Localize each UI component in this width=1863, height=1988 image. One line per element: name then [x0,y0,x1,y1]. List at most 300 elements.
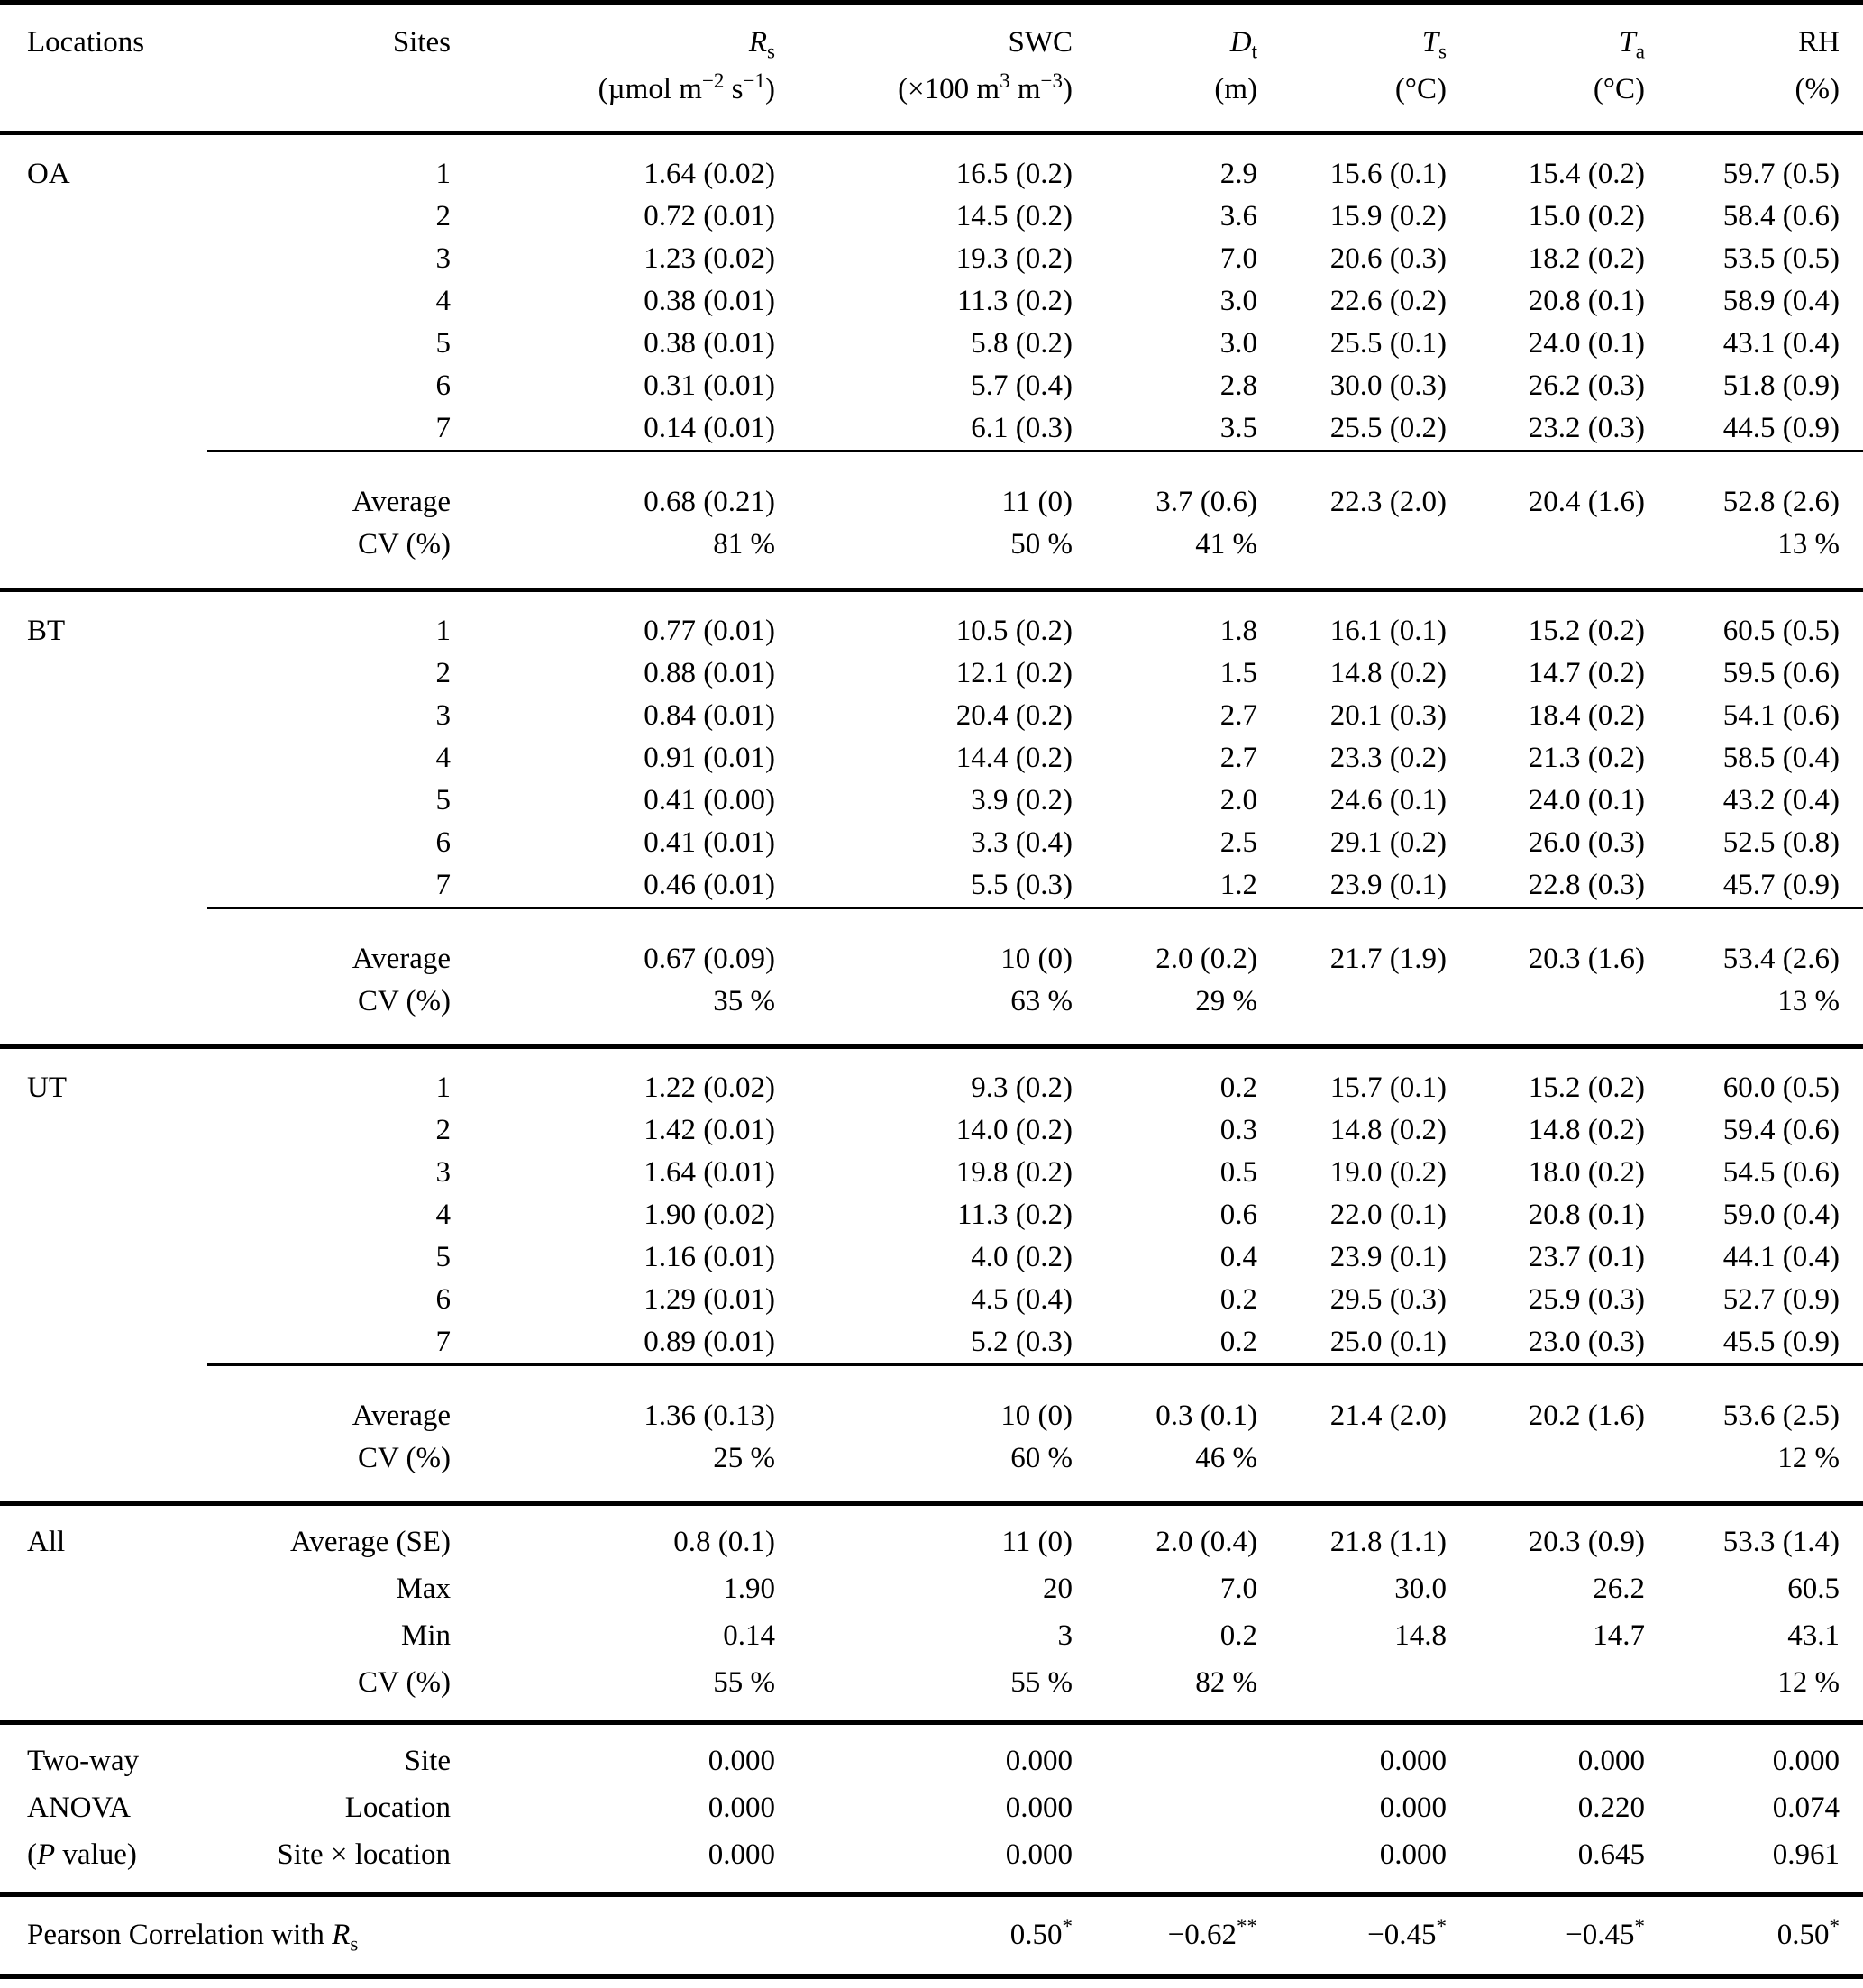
cell-ta: 23.0 (0.3) [1528,1326,1645,1358]
cell-swc: 10 (0) [775,908,1073,981]
header-ta [1447,3,1645,133]
cell-ta: 20.8 (0.1) [1528,1199,1645,1231]
cell-rh: 58.4 (0.6) [1722,200,1840,233]
cell-rh: 54.1 (0.6) [1722,699,1840,732]
stat-label: CV (%) [358,1666,451,1699]
cell-ts: 21.4 (2.0) [1257,1365,1447,1438]
site-row [0,196,1863,238]
cell-rs: 1.90 (0.02) [644,1199,775,1231]
cell-sites: 4 [435,742,451,774]
header-line1: $T_a$ [1619,26,1645,63]
cell-rs: 0.14 (0.01) [644,412,775,444]
cell-locations [0,1612,207,1659]
cell-ta: 26.0 (0.3) [1528,826,1645,859]
cell-ts: 20.6 (0.3) [1329,242,1447,275]
cell-ta: 24.0 (0.1) [1528,327,1645,360]
cell-dt [1073,1723,1257,1785]
cell-rh: 51.8 (0.9) [1722,369,1840,402]
cell-swc: 9.3 (0.2) [971,1072,1073,1104]
cell-ta [1447,1437,1645,1504]
cell-rh: 53.3 (1.4) [1722,1526,1840,1558]
cell-swc: 10.5 (0.2) [955,615,1073,647]
cell-ta: 15.2 (0.2) [1528,615,1645,647]
cell-sites: 1 [435,1072,451,1104]
cell-ta: 22.8 (0.3) [1528,869,1645,901]
cell-ta [1447,524,1645,590]
summary-label: Average [207,908,451,981]
cell-ta: 14.7 (0.2) [1528,657,1645,689]
cell-dt: 0.6 [1219,1199,1257,1231]
cell-dt: 41 % [1195,528,1257,561]
cell-swc: 14.5 (0.2) [955,200,1073,233]
cell-locations [0,451,207,524]
header-row [0,3,1863,133]
cell-rs: 0.46 (0.01) [644,869,775,901]
average-row [0,908,1863,981]
header-line2 [27,66,207,113]
cell-dt: 0.2 [1219,1283,1257,1316]
cell-swc: 4.5 (0.4) [971,1283,1073,1316]
cell-rh: 53.5 (0.5) [1722,242,1840,275]
pearson-value-swc: 0.50* [1009,1915,1073,1951]
cell-swc: 55 % [1010,1666,1073,1699]
average-row [0,1365,1863,1438]
cell-ts [1257,524,1447,590]
cell-rs: 0.38 (0.01) [644,285,775,317]
cell-rh: 43.1 [1787,1619,1840,1652]
cell-ta: 18.4 (0.2) [1528,699,1645,732]
pearson-value-rh: 0.50* [1776,1915,1840,1951]
cell-dt [1073,1784,1257,1831]
cell-swc: 19.8 (0.2) [955,1156,1073,1189]
cell-dt: 0.2 [1219,1072,1257,1104]
cell-dt: 29 % [1195,985,1257,1017]
cell-rh: 59.0 (0.4) [1722,1199,1840,1231]
site-row [0,1194,1863,1236]
average-row [0,451,1863,524]
site-row [0,238,1863,280]
cell-ts: 21.8 (1.1) [1329,1526,1447,1558]
header-line1: $R_s$ [748,26,775,63]
site-row [0,590,1863,653]
header-locations [0,3,207,133]
all-row [0,1504,1863,1566]
cell-ts: 30.0 (0.3) [1329,369,1447,402]
cell-rh: 59.5 (0.6) [1722,657,1840,689]
cell-sites: 4 [435,285,451,317]
cell-sites: 2 [435,657,451,689]
cell-locations [0,1109,207,1152]
cell-rh: 58.5 (0.4) [1722,742,1840,774]
cell-swc: 16.5 (0.2) [955,158,1073,190]
cell-ta: 20.8 (0.1) [1528,285,1645,317]
cell-rh: 52.5 (0.8) [1722,826,1840,859]
cell-ta: 15.4 (0.2) [1528,158,1645,190]
cell-ts: 0.000 [1379,1792,1447,1824]
site-row [0,780,1863,822]
cell-swc: 50 % [1010,528,1073,561]
location-block-UT [0,1047,1863,1504]
table-header [0,3,1863,133]
cell-ta: 20.3 (1.6) [1447,908,1645,981]
cell-dt: 3.0 [1219,285,1257,317]
header-dt [1073,3,1257,133]
cell-dt: 0.4 [1219,1241,1257,1273]
header-ts [1257,3,1447,133]
header-line2: (×100 $m^3$ $m^{-3}$) [898,69,1073,105]
pearson-value-ts: −0.45* [1367,1915,1447,1951]
cell-swc: 5.2 (0.3) [971,1326,1073,1358]
cell-sites: 1 [435,158,451,190]
cell-locations [0,1659,207,1723]
cell-rh: 44.5 (0.9) [1722,412,1840,444]
cell-locations [0,980,207,1047]
cell-swc: 5.5 (0.3) [971,869,1073,901]
cell-ta: 0.000 [1577,1745,1645,1777]
site-row [0,133,1863,196]
cell-locations [0,1321,207,1365]
site-row [0,822,1863,864]
summary-label: CV (%) [358,1442,451,1474]
cell-swc: 3 [1057,1619,1073,1652]
cell-locations [0,1152,207,1194]
cell-rh: 60.5 (0.5) [1722,615,1840,647]
location-label: UT [27,1072,67,1104]
location-label: OA [27,158,70,190]
cell-ta: 14.7 [1593,1619,1645,1652]
cell-ta: 20.3 (0.9) [1528,1526,1645,1558]
location-block-BT [0,590,1863,1047]
cell-rs: 0.41 (0.01) [644,826,775,859]
cell-swc: 11.3 (0.2) [956,1199,1073,1231]
cell-dt: 7.0 [1219,1573,1257,1605]
cell-dt: 2.8 [1219,369,1257,402]
cell-rs: 0.8 (0.1) [673,1526,775,1558]
site-row [0,1279,1863,1321]
cv-row [0,524,1863,590]
cell-locations [0,524,207,590]
cell-ts: 15.7 (0.1) [1329,1072,1447,1104]
location-label: All [27,1526,66,1558]
cell-rh: 58.9 (0.4) [1722,285,1840,317]
anova-row [0,1784,1863,1831]
cell-rs: 1.64 (0.01) [644,1156,775,1189]
cell-ta: 18.0 (0.2) [1528,1156,1645,1189]
cell-rh: 45.5 (0.9) [1722,1326,1840,1358]
cell-rh: 54.5 (0.6) [1722,1156,1840,1189]
cell-sites: 6 [435,1283,451,1316]
cell-locations [0,737,207,780]
cell-sites: 2 [435,200,451,233]
cell-rs: 1.36 (0.13) [451,1365,775,1438]
cell-locations [0,323,207,365]
summary-label: Average [207,451,451,524]
cell-ts: 22.0 (0.1) [1329,1199,1447,1231]
cell-ta: 21.3 (0.2) [1528,742,1645,774]
cell-rs: 1.42 (0.01) [644,1114,775,1146]
cell-swc: 20 [1043,1573,1073,1605]
cell-swc: 5.7 (0.4) [971,369,1073,402]
cell-sites: 3 [435,699,451,732]
anova-heading: Two-way [27,1745,140,1777]
cell-locations [0,864,207,908]
cell-rs: 55 % [713,1666,775,1699]
cell-sites: 3 [435,1156,451,1189]
cell-ts: 23.9 (0.1) [1329,869,1447,901]
cell-ts [1257,1659,1447,1723]
cell-dt: 2.7 [1219,742,1257,774]
cell-rh: 53.6 (2.5) [1645,1365,1863,1438]
header-sites [207,3,451,133]
cell-dt: 0.3 (0.1) [1073,1365,1257,1438]
all-row [0,1612,1863,1659]
location-block-OA [0,133,1863,590]
cell-rh: 52.8 (2.6) [1645,451,1863,524]
cell-ts: 0.000 [1379,1838,1447,1871]
cell-locations [0,1365,207,1438]
cell-dt: 3.5 [1219,412,1257,444]
anova-factor-label: Location [344,1792,451,1824]
anova-factor-label: Site × location [277,1838,451,1871]
cell-ta: 0.220 [1577,1792,1645,1824]
cell-dt: 2.0 (0.4) [1155,1526,1257,1558]
site-row [0,1109,1863,1152]
cell-rh: 12 % [1777,1442,1840,1474]
summary-label: CV (%) [358,985,451,1017]
cell-swc: 19.3 (0.2) [955,242,1073,275]
cell-locations [0,822,207,864]
cell-rh: 13 % [1777,985,1840,1017]
cell-ts: 20.1 (0.3) [1329,699,1447,732]
site-row [0,652,1863,695]
cell-rs: 0.14 [723,1619,775,1652]
cell-ts: 23.3 (0.2) [1329,742,1447,774]
cell-ta: 15.2 (0.2) [1528,1072,1645,1104]
cell-swc: 0.000 [1005,1745,1073,1777]
cell-swc: 11 (0) [1001,1526,1073,1558]
site-row [0,365,1863,407]
cell-rs: 25 % [713,1442,775,1474]
cell-sites: 5 [435,327,451,360]
cell-swc: 14.4 (0.2) [955,742,1073,774]
cell-sites: 6 [435,826,451,859]
cell-rs: 0.31 (0.01) [644,369,775,402]
cell-rs: 1.22 (0.02) [644,1072,775,1104]
cell-dt: 3.6 [1219,200,1257,233]
cell-dt: 0.2 [1219,1619,1257,1652]
cell-ts: 25.5 (0.2) [1329,412,1447,444]
cell-ts: 21.7 (1.9) [1257,908,1447,981]
anova-heading: ANOVA [27,1792,131,1824]
cell-swc: 63 % [1010,985,1073,1017]
cell-rs: 0.68 (0.21) [451,451,775,524]
cell-rh: 13 % [1777,528,1840,561]
cell-dt: 2.9 [1219,158,1257,190]
header-line2: (°C) [1593,73,1645,105]
cell-rs: 0.91 (0.01) [644,742,775,774]
cell-dt: 0.5 [1219,1156,1257,1189]
cell-rh: 12 % [1777,1666,1840,1699]
cell-rh: 53.4 (2.6) [1645,908,1863,981]
cell-swc: 5.8 (0.2) [971,327,1073,360]
anova-heading: (P value) [27,1838,137,1871]
cell-ts [1257,1437,1447,1504]
header-line1: $D_t$ [1229,26,1257,63]
cv-row [0,980,1863,1047]
cell-ts: 23.9 (0.1) [1329,1241,1447,1273]
header-rh [1645,3,1863,133]
cell-rh: 60.5 [1787,1573,1840,1605]
anova-row [0,1723,1863,1785]
cell-rs: 1.29 (0.01) [644,1283,775,1316]
cell-swc: 10 (0) [775,1365,1073,1438]
cell-rs: 35 % [713,985,775,1017]
cell-ta: 18.2 (0.2) [1528,242,1645,275]
cell-rh: 0.074 [1772,1792,1840,1824]
cell-ts: 0.000 [1379,1745,1447,1777]
cell-rs: 1.64 (0.02) [644,158,775,190]
cell-dt: 2.5 [1219,826,1257,859]
stat-label: Max [396,1573,451,1605]
site-row [0,1321,1863,1365]
cell-dt: 46 % [1195,1442,1257,1474]
cell-swc: 3.9 (0.2) [971,784,1073,816]
anova-row [0,1831,1863,1895]
cell-swc: 12.1 (0.2) [955,657,1073,689]
cell-ts: 25.5 (0.1) [1329,327,1447,360]
cell-swc: 4.0 (0.2) [971,1241,1073,1273]
cell-rs: 0.67 (0.09) [451,908,775,981]
cell-ts: 29.5 (0.3) [1329,1283,1447,1316]
cell-rs: 0.000 [708,1792,775,1824]
site-row [0,280,1863,323]
pearson-value-ta: −0.45* [1566,1915,1645,1951]
cell-rs: 1.23 (0.02) [644,242,775,275]
cell-swc: 11.3 (0.2) [956,285,1073,317]
cell-ts: 25.0 (0.1) [1329,1326,1447,1358]
cell-ts: 24.6 (0.1) [1329,784,1447,816]
cell-dt: 3.7 (0.6) [1073,451,1257,524]
cell-ta: 26.2 (0.3) [1528,369,1645,402]
cell-sites: 5 [435,1241,451,1273]
cell-ta: 23.7 (0.1) [1528,1241,1645,1273]
pearson-block [0,1895,1863,1977]
cell-swc: 60 % [1010,1442,1073,1474]
cell-rs: 0.41 (0.00) [644,784,775,816]
header-line1: Locations [27,26,145,59]
cell-locations [0,1565,207,1612]
cell-rh: 43.1 (0.4) [1722,327,1840,360]
cell-locations [0,238,207,280]
cell-locations [0,652,207,695]
all-row [0,1659,1863,1723]
cell-ta: 26.2 [1593,1573,1645,1605]
cell-rh: 0.000 [1772,1745,1840,1777]
cv-row [0,1437,1863,1504]
cell-sites: 2 [435,1114,451,1146]
cell-locations [0,1194,207,1236]
cell-ts: 22.6 (0.2) [1329,285,1447,317]
cell-rs: 1.16 (0.01) [644,1241,775,1273]
header-line2: (µmol $m^{-2}$ $s^{-1}$) [598,69,775,105]
header-line2: (m) [1214,73,1257,105]
cell-ta: 20.4 (1.6) [1447,451,1645,524]
cell-dt [1073,1831,1257,1895]
cell-ta: 25.9 (0.3) [1528,1283,1645,1316]
cell-ts: 16.1 (0.1) [1329,615,1447,647]
cell-rs: 0.000 [708,1745,775,1777]
cell-rs: 0.38 (0.01) [644,327,775,360]
cell-dt: 7.0 [1219,242,1257,275]
site-row [0,695,1863,737]
cell-dt: 3.0 [1219,327,1257,360]
cell-dt: 0.2 [1219,1326,1257,1358]
cell-rs: 0.88 (0.01) [644,657,775,689]
cell-ta: 23.2 (0.3) [1528,412,1645,444]
cell-locations [0,280,207,323]
cell-locations [0,1279,207,1321]
cell-sites: 5 [435,784,451,816]
site-row [0,407,1863,451]
anova-factor-label: Site [404,1745,451,1777]
cell-sites: 7 [435,869,451,901]
cell-locations [0,1437,207,1504]
cell-locations [0,908,207,981]
cell-swc: 0.000 [1005,1838,1073,1871]
pearson-value-dt: −0.62** [1167,1915,1257,1951]
pearson-row [0,1895,1863,1977]
cell-ts: 22.3 (2.0) [1257,451,1447,524]
cell-rh: 45.7 (0.9) [1722,869,1840,901]
site-row [0,737,1863,780]
cell-locations [0,1236,207,1279]
cell-swc: 14.0 (0.2) [955,1114,1073,1146]
site-row [0,323,1863,365]
header-line1: Sites [392,26,451,59]
cell-swc: 6.1 (0.3) [971,412,1073,444]
cell-swc: 3.3 (0.4) [971,826,1073,859]
cell-ta: 15.0 (0.2) [1528,200,1645,233]
stat-label: Average (SE) [289,1526,451,1558]
cell-rh: 59.4 (0.6) [1722,1114,1840,1146]
header-line1: RH [1798,26,1840,59]
cell-sites: 7 [435,412,451,444]
cell-ts [1257,980,1447,1047]
cell-rs: 0.77 (0.01) [644,615,775,647]
cell-ts: 14.8 (0.2) [1329,657,1447,689]
all-block [0,1504,1863,1723]
stat-label: Min [400,1619,451,1652]
cell-dt: 0.3 [1219,1114,1257,1146]
cell-locations [0,365,207,407]
cell-rh: 59.7 (0.5) [1722,158,1840,190]
cell-ts: 29.1 (0.2) [1329,826,1447,859]
cell-sites: 6 [435,369,451,402]
cell-rh: 44.1 (0.4) [1722,1241,1840,1273]
site-row [0,864,1863,908]
cell-dt: 2.0 (0.2) [1073,908,1257,981]
cell-ta: 24.0 (0.1) [1528,784,1645,816]
cell-ts: 15.9 (0.2) [1329,200,1447,233]
cell-dt: 1.5 [1219,657,1257,689]
cell-ta: 20.2 (1.6) [1447,1365,1645,1438]
pearson-label: Pearson Correlation with $R_s$ [27,1919,359,1956]
site-row [0,1236,1863,1279]
cell-locations [0,196,207,238]
cell-ts: 15.6 (0.1) [1329,158,1447,190]
header-line2: (°C) [1394,73,1447,105]
cell-dt: 1.8 [1219,615,1257,647]
